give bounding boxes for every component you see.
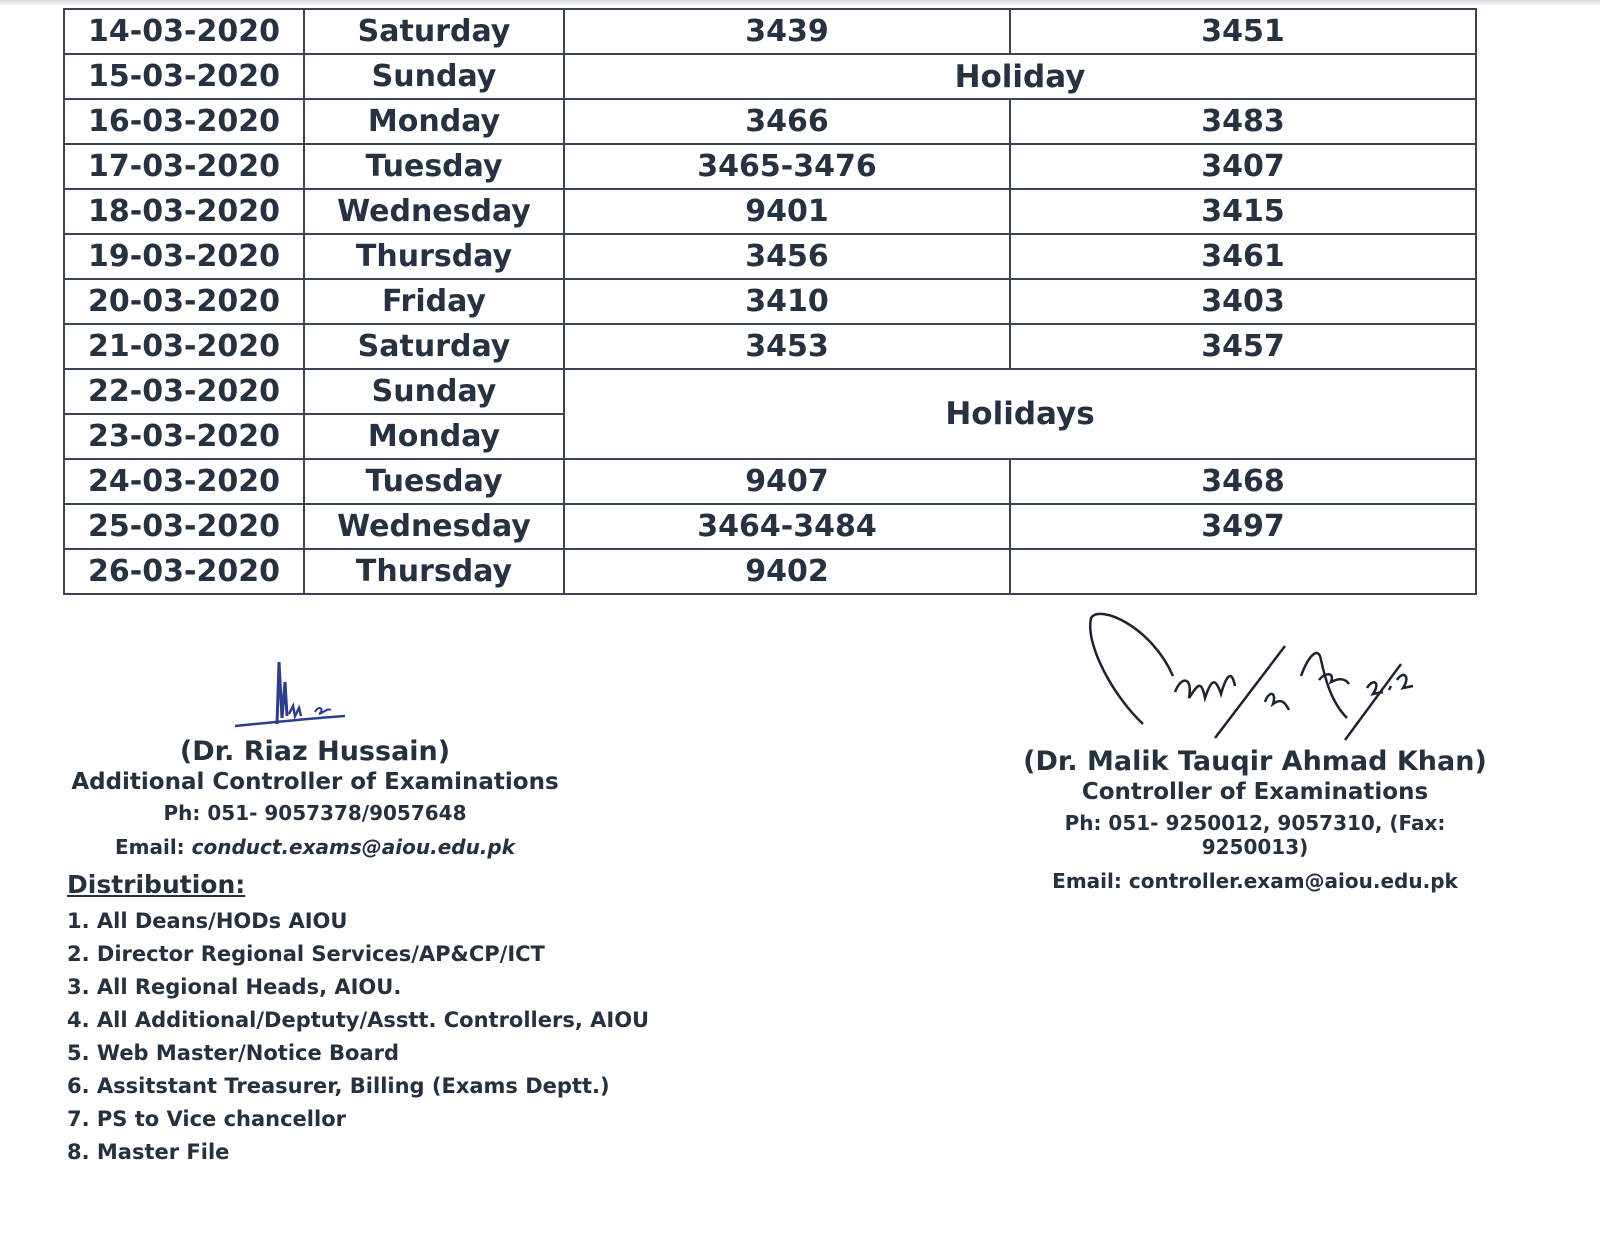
list-item: 5. Web Master/Notice Board	[67, 1041, 400, 1065]
list-item: 7. PS to Vice chancellor	[67, 1107, 346, 1131]
paper-code-cell	[1010, 549, 1476, 594]
table-row	[64, 549, 1476, 594]
list-item: 8. Master File	[67, 1140, 230, 1164]
date-cell: 22-03-2020	[64, 369, 304, 414]
date-cell: 19-03-2020	[64, 234, 304, 279]
page-edge	[0, 0, 1600, 6]
paper-code-cell: 9401	[564, 189, 1010, 234]
table-row	[64, 99, 1476, 144]
signature-right-icon	[1055, 606, 1455, 744]
list-item: 3. All Regional Heads, AIOU.	[67, 975, 402, 999]
signatory-name: (Dr. Malik Tauqir Ahmad Khan)	[1023, 746, 1487, 777]
day-cell: Tuesday	[304, 459, 564, 504]
table-row	[64, 324, 1476, 369]
day-cell: Saturday	[304, 324, 564, 369]
list-item: 1. All Deans/HODs AIOU	[67, 909, 348, 933]
signature-left-icon	[215, 652, 415, 734]
day-cell: Friday	[304, 279, 564, 324]
distribution-list	[67, 870, 649, 1169]
signatory-title: Additional Controller of Examinations	[71, 769, 559, 795]
day-cell: Sunday	[304, 54, 564, 99]
holiday-cell: Holiday	[564, 54, 1476, 99]
day-cell: Monday	[304, 414, 564, 459]
paper-code-cell: 9402	[564, 549, 1010, 594]
paper-code-cell: 3465-3476	[564, 144, 1010, 189]
table-row	[64, 504, 1476, 549]
email-label: Email:	[1052, 869, 1122, 893]
day-cell: Saturday	[304, 9, 564, 54]
paper-code-cell: 3410	[564, 279, 1010, 324]
paper-code-cell: 3464-3484	[564, 504, 1010, 549]
paper-code-cell: 3407	[1010, 144, 1476, 189]
paper-code-cell: 3461	[1010, 234, 1476, 279]
signatory-email	[1010, 869, 1500, 893]
day-cell: Thursday	[304, 549, 564, 594]
day-cell: Tuesday	[304, 144, 564, 189]
date-cell: 16-03-2020	[64, 99, 304, 144]
table-row	[64, 279, 1476, 324]
date-cell: 14-03-2020	[64, 9, 304, 54]
paper-code-cell: 3497	[1010, 504, 1476, 549]
holiday-cell: Holidays	[564, 369, 1476, 459]
paper-code-cell: 9407	[564, 459, 1010, 504]
paper-code-cell: 3456	[564, 234, 1010, 279]
table-row	[64, 9, 1476, 54]
exam-schedule-table	[63, 8, 1477, 595]
date-cell: 21-03-2020	[64, 324, 304, 369]
date-cell: 25-03-2020	[64, 504, 304, 549]
date-cell: 23-03-2020	[64, 414, 304, 459]
signatory-name: (Dr. Riaz Hussain)	[179, 736, 451, 767]
paper-code-cell: 3466	[564, 99, 1010, 144]
signatory-left	[70, 652, 560, 859]
signatory-phone: Ph: 051- 9057378/9057648	[163, 801, 467, 825]
signatory-title: Controller of Examinations	[1081, 779, 1429, 805]
signatory-right	[1010, 606, 1500, 893]
paper-code-cell: 3468	[1010, 459, 1476, 504]
paper-code-cell: 3453	[564, 324, 1010, 369]
table-row	[64, 369, 1476, 414]
table-row	[64, 189, 1476, 234]
paper-code-cell: 3451	[1010, 9, 1476, 54]
list-item: 4. All Additional/Deptuty/Asstt. Controllers, AIOU	[67, 1008, 650, 1032]
distribution-heading: Distribution:	[67, 870, 246, 899]
day-cell: Monday	[304, 99, 564, 144]
date-cell: 26-03-2020	[64, 549, 304, 594]
paper-code-cell: 3439	[564, 9, 1010, 54]
date-cell: 15-03-2020	[64, 54, 304, 99]
date-cell: 17-03-2020	[64, 144, 304, 189]
paper-code-cell: 3415	[1010, 189, 1476, 234]
paper-code-cell: 3457	[1010, 324, 1476, 369]
date-cell: 24-03-2020	[64, 459, 304, 504]
list-item: 6. Assitstant Treasurer, Billing (Exams Deptt.)	[67, 1074, 610, 1098]
email-label: Email:	[114, 835, 185, 859]
day-cell: Sunday	[304, 369, 564, 414]
table-row	[64, 54, 1476, 99]
signatory-phone: Ph: 051- 9250012, 9057310, (Fax: 9250013)	[1064, 811, 1446, 859]
email-address: controller.exam@aiou.edu.pk	[1128, 869, 1458, 893]
day-cell: Wednesday	[304, 504, 564, 549]
date-cell: 18-03-2020	[64, 189, 304, 234]
distribution-items	[67, 905, 649, 1169]
date-cell: 20-03-2020	[64, 279, 304, 324]
day-cell: Wednesday	[304, 189, 564, 234]
day-cell: Thursday	[304, 234, 564, 279]
email-address: conduct.exams@aiou.edu.pk	[191, 835, 516, 859]
list-item: 2. Director Regional Services/AP&CP/ICT	[67, 942, 545, 966]
table-row	[64, 144, 1476, 189]
table-row	[64, 459, 1476, 504]
paper-code-cell: 3483	[1010, 99, 1476, 144]
paper-code-cell: 3403	[1010, 279, 1476, 324]
table-row	[64, 234, 1476, 279]
signatory-email	[70, 835, 560, 859]
